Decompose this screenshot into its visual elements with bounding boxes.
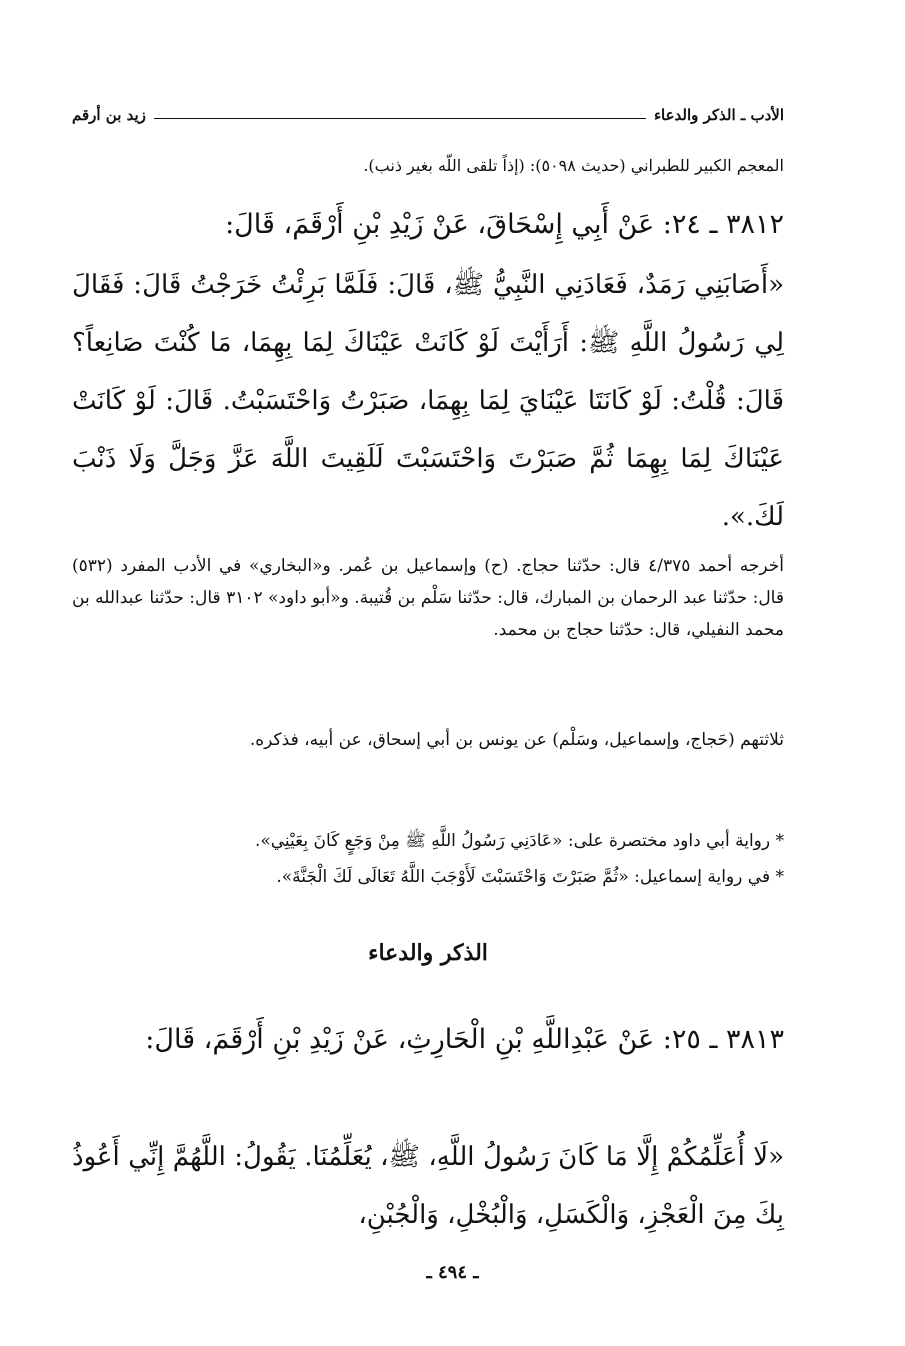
takhrij-paragraph-2: ثلاثتهم (حَجاج، وإسماعيل، وسَلْم) عن يونس بن أبي إسحاق، عن أبيه، فذكره. xyxy=(249,730,784,750)
running-header xyxy=(72,104,784,126)
takhrij-paragraph-1: أخرجه أحمد ٤/٣٧٥ قال: حدّثنا حجاج. (ح) وإسماعيل بن عُمر. و«البخاري» في الأدب المفرد (٥٣٢) قال: حدّثنا عبد الرحمان بن المبارك، قال: حدّثنا سَلْم بن قُتيبة. و«أبو داود» ٣١٠٢ قال: حدّثنا عبدالله بن محمد النفيلي، قال: حدّثنا حجاج بن محمد. xyxy=(72,556,784,640)
hadith-3813-text: «لَا أُعَلِّمُكُمْ إِلَّا مَا كَانَ رَسُولُ اللَّهِ، ﷺ، يُعَلِّمُنَا. يَقُولُ: اللَّهُمَّ إِنِّي أَعُوذُ بِكَ مِنَ الْعَجْزِ، وَالْكَسَلِ، وَالْبُخْلِ، وَالْجُبْنِ، xyxy=(72,1142,784,1230)
variant-note-abu-dawud: * رواية أبي داود مختصرة على: «عَادَنِي رَسُولُ اللَّهِ ﷺ مِنْ وَجَعٍ كَانَ بِعَيْنِي». xyxy=(254,831,784,851)
hadith-3812-text: «أَصَابَنِي رَمَدٌ، فَعَادَنِي النَّبِيُّ ﷺ، قَالَ: فَلَمَّا بَرِئْتُ خَرَجْتُ قَالَ: فَقَالَ لِي رَسُولُ اللَّهِ ﷺ: أَرَأَيْتَ لَوْ كَانَتْ عَيْنَاكَ لِمَا بِهِمَا، مَا كُنْتَ صَانِعاً؟ قَالَ: قُلْتُ: لَوْ كَانَتَا عَيْنَايَ لِمَا بِهِمَا، صَبَرْتُ وَاحْتَسَبْتُ. قَالَ: لَوْ كَانَتْ عَيْنَاكَ لِمَا بِهِمَا ثُمَّ صَبَرْتَ وَاحْتَسَبْتَ لَلَقِيتَ اللَّهَ عَزَّ وَجَلَّ وَلَا ذَنْبَ لَكَ.». xyxy=(72,270,784,532)
footnote-continuation: المعجم الكبير للطبراني (حديث ٥٠٩٨): (إذاً تلقى اللّه بغير ذنب). xyxy=(363,156,784,175)
hadith-3812-heading: ٣٨١٢ ـ ٢٤: عَنْ أَبِي إِسْحَاقَ، عَنْ زَيْدِ بْنِ أَرْقَمَ، قَالَ: xyxy=(225,209,784,240)
header-chapter-title: الأدب ـ الذكر والدعاء xyxy=(653,106,784,124)
variant-note-ismail: * في رواية إسماعيل: «ثُمَّ صَبَرْتَ وَاحْتَسَبْتَ لَأَوْجَبَ اللَّهُ تَعَالَى لَكَ الْجَنَّةَ». xyxy=(276,867,784,887)
page-number: ـ ٤٩٤ ـ xyxy=(426,1262,479,1283)
header-rule xyxy=(154,118,646,119)
section-title: الذكر والدعاء xyxy=(368,940,488,966)
hadith-3813-heading: ٣٨١٣ ـ ٢٥: عَنْ عَبْدِاللَّهِ بْنِ الْحَارِثِ، عَنْ زَيْدِ بْنِ أَرْقَمَ، قَالَ: xyxy=(145,1024,784,1055)
header-companion-name: زيد بن أرقم xyxy=(72,106,146,124)
